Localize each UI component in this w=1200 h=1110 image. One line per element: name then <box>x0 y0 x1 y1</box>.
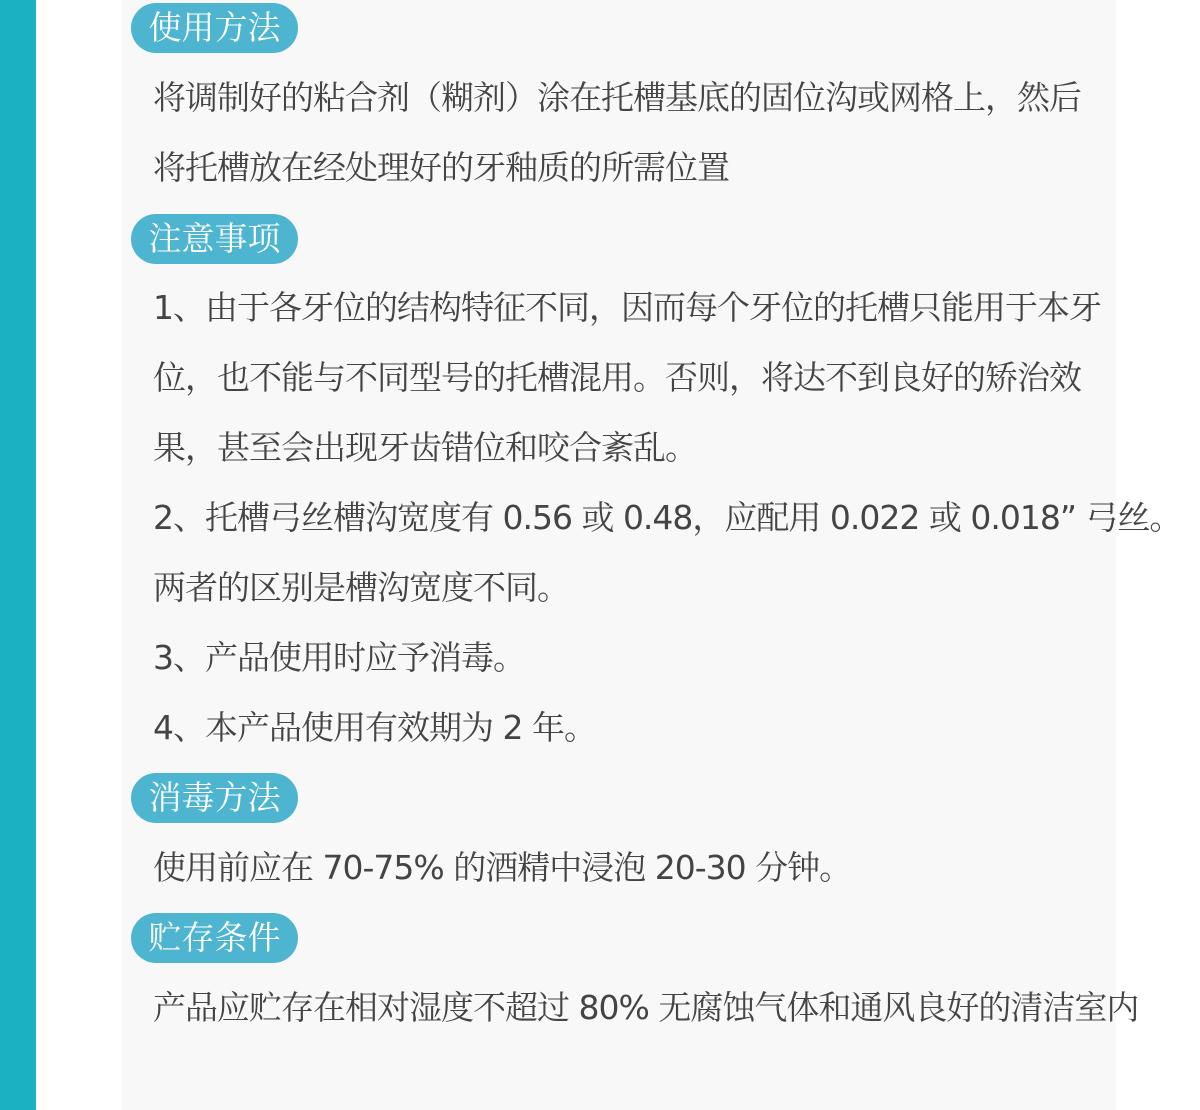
storage-text-line: 产品应贮存在相对湿度不超过 80% 无腐蚀气体和通风良好的清洁室内 <box>153 988 1139 1027</box>
disinfection-heading-badge <box>131 773 298 823</box>
usage-heading: 使用方法 <box>148 8 281 47</box>
notes-text-line: 3、产品使用时应予消毒。 <box>153 638 525 677</box>
notes-heading-badge <box>131 214 298 264</box>
usage-heading-badge <box>131 3 298 53</box>
storage-heading-badge <box>131 913 298 963</box>
usage-text-line: 将调制好的粘合剂（糊剂）涂在托槽基底的固位沟或网格上，然后 <box>153 78 1081 117</box>
notes-text-line: 4、本产品使用有效期为 2 年。 <box>153 708 596 747</box>
notes-text-line: 两者的区别是槽沟宽度不同。 <box>153 568 569 607</box>
notes-text-line: 1、由于各牙位的结构特征不同，因而每个牙位的托槽只能用于本牙 <box>153 288 1101 327</box>
storage-heading: 贮存条件 <box>148 918 281 957</box>
notes-text-line: 果，甚至会出现牙齿错位和咬合紊乱。 <box>153 428 697 467</box>
usage-text-line: 将托槽放在经处理好的牙釉质的所需位置 <box>153 148 729 187</box>
notes-text-line: 位，也不能与不同型号的托槽混用。否则，将达不到良好的矫治效 <box>153 358 1081 397</box>
disinfection-heading: 消毒方法 <box>148 778 281 817</box>
disinfection-text-line: 使用前应在 70-75% 的酒精中浸泡 20-30 分钟。 <box>153 848 852 887</box>
notes-heading: 注意事项 <box>148 219 281 258</box>
notes-text-line: 2、托槽弓丝槽沟宽度有 0.56 或 0.48，应配用 0.022 或 0.018” 弓丝。 <box>153 498 1182 537</box>
side-stripe <box>0 0 36 1110</box>
